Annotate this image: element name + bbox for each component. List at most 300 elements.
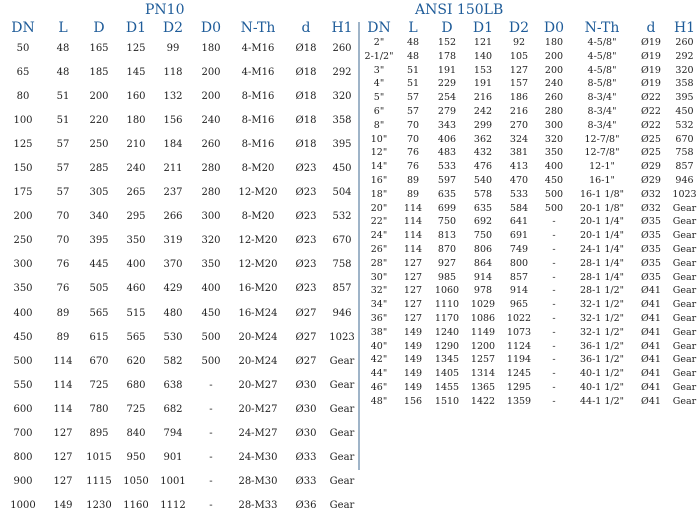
ansi-cell-d0: 240: [544, 78, 564, 90]
ansi-cell-d: 254: [437, 92, 457, 104]
ansi-cell-d1: 432: [473, 147, 493, 159]
table-row: [0, 301, 358, 325]
ansi-cell-h1: 395: [675, 92, 694, 104]
table-row: [361, 284, 700, 298]
ansi-cell-n-th: 36-1 1/2": [579, 340, 625, 352]
ansi-cell-d2: 105: [509, 50, 529, 62]
table-row: [361, 326, 700, 340]
ansi-cell-d0: 320: [544, 133, 564, 145]
pn10-cell-d0: 320: [201, 235, 221, 247]
ansi-cell-n-th: 4-5/8": [587, 50, 617, 62]
pn10-cell-l: 57: [56, 187, 70, 199]
ansi-cell-dn: 3": [373, 64, 385, 76]
ansi-cell-d2: 270: [509, 119, 529, 131]
ansi-cell-d0: -: [552, 326, 556, 338]
table-row: [0, 470, 358, 494]
ansi-cell-l: 89: [406, 174, 420, 186]
pn10-cell-d1: 125: [126, 42, 146, 54]
pn10-cell-d2: 237: [163, 187, 183, 199]
pn10-cell-d1: 350: [126, 235, 146, 247]
table-row: [0, 397, 358, 421]
ansi-cell-d2: 186: [509, 92, 529, 104]
ansi-cell-d: Ø19: [641, 37, 661, 48]
ansi-cell-d0: -: [552, 216, 556, 228]
ansi-cell-d: 985: [437, 271, 457, 283]
ansi-cell-h1: 857: [675, 161, 694, 173]
ansi-cell-d1: 1257: [470, 354, 496, 366]
pn10-cell-d0: -: [209, 428, 213, 440]
ansi-cell-d0: 180: [544, 37, 564, 48]
ansi-cell-l: 127: [403, 299, 423, 311]
ansi-cell-d: Ø22: [641, 92, 661, 104]
ansi-cell-n-th: 8-5/8": [587, 78, 617, 90]
pn10-body: [0, 36, 358, 518]
pn10-cell-dn: 65: [16, 66, 30, 78]
ansi-cell-d: 813: [437, 230, 457, 242]
ansi-cell-d1: 140: [473, 50, 493, 62]
ansi-table: [361, 20, 700, 409]
pn10-cell-h1: 758: [332, 259, 352, 271]
ansi-cell-n-th: 12-7/8": [584, 147, 620, 159]
pn10-cell-d2: 901: [163, 452, 183, 464]
ansi-cell-d0: -: [552, 257, 556, 269]
ansi-cell-d0: -: [552, 354, 556, 366]
pn10-header-d0: D0: [200, 20, 222, 36]
pn10-cell-l: 127: [53, 452, 73, 464]
pn10-cell-d: Ø23: [295, 259, 317, 271]
pn10-cell-d1: 840: [126, 428, 146, 440]
ansi-cell-h1: Gear: [672, 326, 697, 338]
ansi-cell-d2: 800: [509, 257, 529, 269]
pn10-cell-d: 305: [89, 187, 109, 199]
ansi-cell-n-th: 16-1": [589, 174, 615, 186]
pn10-title: PN10: [145, 2, 185, 18]
ansi-cell-dn: 44": [370, 368, 388, 380]
ansi-cell-d: 533: [437, 161, 457, 173]
ansi-cell-d: 1290: [434, 340, 460, 352]
pn10-cell-d: Ø30: [295, 428, 317, 440]
pn10-header-n-th: N-Th: [240, 20, 276, 36]
ansi-cell-h1: Gear: [672, 243, 697, 255]
pn10-cell-dn: 450: [13, 331, 33, 343]
pn10-cell-d: Ø18: [295, 90, 317, 102]
pn10-cell-d2: 319: [163, 235, 183, 247]
pn10-header-row: [0, 20, 358, 36]
pn10-cell-d: Ø30: [295, 403, 317, 415]
ansi-cell-h1: Gear: [672, 285, 697, 297]
pn10-cell-l: 89: [56, 331, 70, 343]
pn10-cell-h1: 1023: [329, 331, 355, 343]
pn10-cell-dn: 900: [13, 476, 33, 488]
pn10-cell-d: Ø18: [295, 66, 317, 78]
ansi-cell-n-th: 8-3/4": [587, 92, 617, 104]
pn10-cell-l: 149: [53, 500, 73, 512]
ansi-cell-dn: 26": [370, 243, 388, 255]
ansi-cell-d: Ø25: [641, 147, 661, 159]
pn10-cell-d2: 1112: [160, 500, 186, 512]
pn10-cell-d: Ø27: [295, 331, 317, 343]
ansi-cell-d2: 965: [509, 299, 529, 311]
ansi-cell-d1: 216: [473, 92, 493, 104]
table-row: [361, 298, 700, 312]
ansi-cell-d0: 500: [544, 202, 564, 214]
ansi-cell-d0: -: [552, 299, 556, 311]
table-row: [0, 349, 358, 373]
table-row: [361, 105, 700, 119]
ansi-cell-d: 178: [437, 50, 457, 62]
pn10-cell-d1: 1050: [123, 476, 149, 488]
pn10-cell-d: 200: [89, 90, 109, 102]
table-row: [0, 36, 358, 60]
ansi-header-dn: DN: [367, 20, 391, 36]
pn10-cell-n-th: 8-M20: [241, 163, 275, 175]
ansi-cell-d0: 280: [544, 105, 564, 117]
pn10-cell-n-th: 8-M16: [241, 138, 275, 150]
pn10-cell-d: Ø30: [295, 379, 317, 391]
pn10-cell-d: Ø27: [295, 355, 317, 367]
ansi-cell-n-th: 16-1 1/8": [579, 188, 625, 200]
ansi-cell-h1: Gear: [672, 202, 697, 214]
ansi-cell-n-th: 12-1": [589, 161, 615, 173]
pn10-cell-dn: 800: [13, 452, 33, 464]
pn10-cell-d: 1230: [86, 500, 112, 512]
pn10-cell-h1: 292: [332, 66, 352, 78]
ansi-cell-d: Ø25: [641, 133, 661, 145]
ansi-cell-dn: 46": [370, 381, 388, 393]
pn10-cell-n-th: 8-M20: [241, 211, 275, 223]
ansi-cell-d: 1240: [434, 326, 460, 338]
pn10-cell-d0: -: [209, 403, 213, 415]
pn10-cell-d1: 460: [126, 283, 146, 295]
pn10-cell-d1: 680: [126, 379, 146, 391]
ansi-cell-n-th: 20-1 1/8": [579, 202, 625, 214]
ansi-cell-l: 70: [406, 119, 420, 131]
ansi-cell-l: 48: [406, 50, 420, 62]
pn10-cell-d0: 200: [201, 66, 221, 78]
ansi-cell-l: 114: [403, 202, 423, 214]
pn10-cell-l: 70: [56, 211, 70, 223]
ansi-cell-d: Ø19: [641, 50, 661, 62]
pn10-cell-n-th: 16-M24: [238, 307, 278, 319]
ansi-cell-dn: 18": [370, 188, 388, 200]
ansi-cell-d: 279: [437, 105, 457, 117]
ansi-cell-d: Ø32: [641, 188, 661, 200]
ansi-cell-d2: 1359: [506, 395, 532, 407]
ansi-cell-n-th: 40-1 1/2": [579, 368, 625, 380]
pn10-cell-d0: -: [209, 500, 213, 512]
ansi-cell-l: 51: [406, 64, 420, 76]
ansi-cell-d1: 1314: [470, 368, 496, 380]
ansi-cell-d: 191: [437, 64, 457, 76]
ansi-cell-l: 114: [403, 243, 423, 255]
pn10-cell-h1: 358: [332, 114, 352, 126]
ansi-cell-l: 127: [403, 312, 423, 324]
pn10-cell-dn: 100: [13, 114, 33, 126]
pn10-cell-h1: 504: [332, 187, 352, 199]
pn10-cell-d2: 132: [163, 90, 183, 102]
ansi-cell-d: Ø35: [641, 257, 661, 269]
pn10-cell-d0: -: [209, 379, 213, 391]
ansi-cell-dn: 8": [373, 119, 385, 131]
ansi-cell-l: 51: [406, 78, 420, 90]
ansi-cell-d1: 1365: [470, 381, 496, 393]
table-row: [361, 395, 700, 409]
ansi-cell-h1: 292: [675, 50, 694, 62]
table-row: [361, 215, 700, 229]
table-row: [361, 188, 700, 202]
table-row: [0, 205, 358, 229]
table-row: [361, 146, 700, 160]
pn10-cell-d: Ø33: [295, 476, 317, 488]
pn10-cell-d: Ø18: [295, 42, 317, 54]
pn10-header-d1: D1: [125, 20, 147, 36]
table-row: [361, 257, 700, 271]
pn10-cell-d2: 266: [163, 211, 183, 223]
pn10-cell-l: 76: [56, 283, 70, 295]
ansi-cell-n-th: 28-1 1/4": [579, 271, 625, 283]
ansi-cell-d: Ø29: [641, 174, 661, 186]
ansi-cell-l: 149: [403, 326, 423, 338]
ansi-cell-d: Ø35: [641, 216, 661, 228]
pn10-cell-d2: 99: [166, 42, 180, 54]
ansi-cell-d: 1405: [434, 368, 460, 380]
pn10-cell-d0: 300: [201, 211, 221, 223]
pn10-cell-dn: 400: [13, 307, 33, 319]
pn10-cell-h1: 395: [332, 138, 352, 150]
pn10-cell-d: 165: [89, 42, 109, 54]
table-row: [361, 119, 700, 133]
ansi-cell-d: Ø22: [641, 119, 661, 131]
pn10-cell-n-th: 20-M27: [238, 403, 278, 415]
ansi-cell-n-th: 8-3/4": [587, 119, 617, 131]
ansi-cell-n-th: 32-1 1/2": [579, 312, 625, 324]
pn10-cell-d: 895: [89, 428, 109, 440]
pn10-cell-d0: 500: [201, 355, 221, 367]
ansi-cell-d: Ø19: [641, 78, 661, 90]
ansi-cell-n-th: 4-5/8": [587, 64, 617, 76]
pn10-cell-dn: 200: [13, 211, 33, 223]
table-row: [361, 367, 700, 381]
ansi-cell-d1: 1422: [470, 395, 496, 407]
ansi-body: [361, 36, 700, 409]
ansi-cell-d: Ø19: [641, 64, 661, 76]
pn10-cell-d1: 620: [126, 355, 146, 367]
ansi-cell-l: 149: [403, 354, 423, 366]
ansi-cell-d1: 299: [473, 119, 493, 131]
table-row: [361, 312, 700, 326]
ansi-cell-h1: 758: [675, 147, 694, 159]
pn10-cell-d: Ø23: [295, 163, 317, 175]
pn10-cell-d: 340: [89, 211, 109, 223]
pn10-cell-dn: 500: [13, 355, 33, 367]
ansi-cell-d: 1345: [434, 354, 460, 366]
ansi-cell-d0: 400: [544, 161, 564, 173]
ansi-cell-l: 76: [406, 161, 420, 173]
ansi-cell-dn: 5": [373, 92, 385, 104]
ansi-cell-dn: 36": [370, 312, 388, 324]
ansi-cell-d2: 216: [509, 105, 529, 117]
ansi-cell-d: 1060: [434, 285, 460, 297]
pn10-cell-l: 114: [53, 403, 73, 415]
pn10-cell-l: 127: [53, 428, 73, 440]
ansi-cell-dn: 12": [370, 147, 388, 159]
ansi-cell-h1: Gear: [672, 395, 697, 407]
table-row: [361, 353, 700, 367]
pn10-cell-d1: 400: [126, 259, 146, 271]
ansi-cell-dn: 22": [370, 216, 388, 228]
pn10-cell-dn: 50: [16, 42, 30, 54]
ansi-cell-d: 1455: [434, 381, 460, 393]
pn10-cell-d1: 295: [126, 211, 146, 223]
ansi-cell-d2: 1022: [506, 312, 532, 324]
panel-divider: [358, 22, 360, 470]
pn10-cell-d: 505: [89, 283, 109, 295]
pn10-cell-d0: -: [209, 476, 213, 488]
pn10-cell-n-th: 8-M16: [241, 90, 275, 102]
ansi-cell-d2: 324: [509, 133, 529, 145]
ansi-cell-d1: 540: [473, 174, 493, 186]
ansi-cell-h1: Gear: [672, 340, 697, 352]
pn10-header-h1: H1: [331, 20, 353, 36]
ansi-cell-d: 406: [437, 133, 457, 145]
pn10-cell-d0: 180: [201, 42, 221, 54]
ansi-cell-l: 114: [403, 216, 423, 228]
ansi-cell-d: 1110: [434, 299, 460, 311]
ansi-cell-d0: -: [552, 395, 556, 407]
pn10-cell-d: Ø27: [295, 307, 317, 319]
pn10-cell-dn: 150: [13, 163, 33, 175]
pn10-cell-d: Ø23: [295, 187, 317, 199]
table-row: [361, 133, 700, 147]
pn10-cell-d1: 515: [126, 307, 146, 319]
pn10-cell-l: 48: [56, 42, 70, 54]
pn10-header-d2: D2: [162, 20, 184, 36]
ansi-cell-n-th: 28-1 1/2": [579, 285, 625, 297]
ansi-cell-l: 156: [403, 395, 423, 407]
ansi-cell-d1: 1200: [470, 340, 496, 352]
pn10-cell-d: 1115: [86, 476, 112, 488]
ansi-cell-h1: Gear: [672, 354, 697, 366]
table-row: [0, 277, 358, 301]
ansi-header-d0: D0: [543, 20, 565, 36]
ansi-cell-d0: 500: [544, 188, 564, 200]
table-row: [0, 229, 358, 253]
ansi-cell-d2: 1245: [506, 368, 532, 380]
ansi-cell-d1: 864: [473, 257, 493, 269]
ansi-cell-h1: Gear: [672, 381, 697, 393]
ansi-cell-n-th: 44-1 1/2": [579, 395, 625, 407]
pn10-cell-dn: 175: [13, 187, 33, 199]
ansi-cell-dn: 4": [373, 78, 385, 90]
pn10-cell-d2: 370: [163, 259, 183, 271]
pn10-header-l: L: [58, 20, 68, 36]
ansi-cell-d0: 300: [544, 119, 564, 131]
ansi-cell-d: 1170: [434, 312, 460, 324]
ansi-cell-d2: 1194: [506, 354, 532, 366]
ansi-cell-d2: 381: [509, 147, 529, 159]
pn10-cell-d2: 1001: [160, 476, 186, 488]
table-row: [361, 160, 700, 174]
pn10-cell-d: 725: [89, 379, 109, 391]
ansi-cell-l: 76: [406, 147, 420, 159]
pn10-cell-d1: 725: [126, 403, 146, 415]
pn10-cell-n-th: 28-M33: [238, 500, 278, 512]
pn10-cell-d0: 200: [201, 90, 221, 102]
ansi-cell-h1: 1023: [672, 188, 697, 200]
ansi-cell-h1: Gear: [672, 271, 697, 283]
pn10-cell-d: Ø36: [295, 500, 317, 512]
ansi-cell-d2: 157: [509, 78, 529, 90]
pn10-cell-h1: Gear: [329, 379, 355, 391]
pn10-cell-n-th: 12-M20: [238, 235, 278, 247]
ansi-cell-d: Ø41: [641, 368, 661, 380]
ansi-cell-d: 152: [437, 37, 457, 48]
pn10-cell-l: 70: [56, 235, 70, 247]
ansi-cell-dn: 30": [370, 271, 388, 283]
pn10-cell-h1: 670: [332, 235, 352, 247]
pn10-cell-h1: 260: [332, 42, 352, 54]
pn10-cell-d1: 160: [126, 90, 146, 102]
ansi-cell-d1: 476: [473, 161, 493, 173]
pn10-cell-d2: 582: [163, 355, 183, 367]
pn10-header-d: d: [301, 20, 311, 36]
pn10-cell-dn: 700: [13, 428, 33, 440]
ansi-cell-n-th: 28-1 1/4": [579, 257, 625, 269]
ansi-cell-d: Ø41: [641, 299, 661, 311]
ansi-cell-d1: 1149: [470, 326, 496, 338]
ansi-cell-d: 229: [437, 78, 457, 90]
ansi-cell-n-th: 8-3/4": [587, 105, 617, 117]
pn10-cell-d0: -: [209, 452, 213, 464]
ansi-cell-d1: 121: [473, 37, 493, 48]
pn10-cell-h1: 320: [332, 90, 352, 102]
ansi-cell-d1: 978: [473, 285, 493, 297]
ansi-header-row: [361, 20, 700, 36]
ansi-cell-d2: 127: [509, 64, 529, 76]
pn10-cell-d: 445: [89, 259, 109, 271]
pn10-cell-n-th: 4-M16: [241, 42, 275, 54]
pn10-cell-d0: 260: [201, 138, 221, 150]
pn10-cell-n-th: 12-M20: [238, 187, 278, 199]
ansi-cell-h1: 320: [675, 64, 694, 76]
ansi-header-n-th: N-Th: [584, 20, 620, 36]
ansi-cell-n-th: 20-1 1/4": [579, 230, 625, 242]
pn10-cell-l: 48: [56, 66, 70, 78]
table-row: [0, 446, 358, 470]
pn10-cell-h1: Gear: [329, 403, 355, 415]
ansi-cell-d: Ø41: [641, 354, 661, 366]
table-row: [361, 381, 700, 395]
ansi-cell-dn: 10": [370, 133, 388, 145]
table-row: [0, 132, 358, 156]
pn10-cell-d: Ø23: [295, 283, 317, 295]
pn10-cell-dn: 300: [13, 259, 33, 271]
table-row: [361, 271, 700, 285]
pn10-cell-h1: 532: [332, 211, 352, 223]
ansi-cell-d0: -: [552, 271, 556, 283]
ansi-cell-d2: 1073: [506, 326, 532, 338]
ansi-cell-d2: 533: [509, 188, 529, 200]
pn10-cell-dn: 250: [13, 235, 33, 247]
pn10-cell-d: Ø23: [295, 235, 317, 247]
ansi-cell-n-th: 32-1 1/2": [579, 326, 625, 338]
pn10-cell-l: 51: [56, 90, 70, 102]
pn10-cell-n-th: 24-M27: [238, 428, 278, 440]
table-row: [0, 494, 358, 518]
table-row: [0, 108, 358, 132]
ansi-cell-dn: 6": [373, 105, 385, 117]
pn10-cell-d1: 180: [126, 114, 146, 126]
